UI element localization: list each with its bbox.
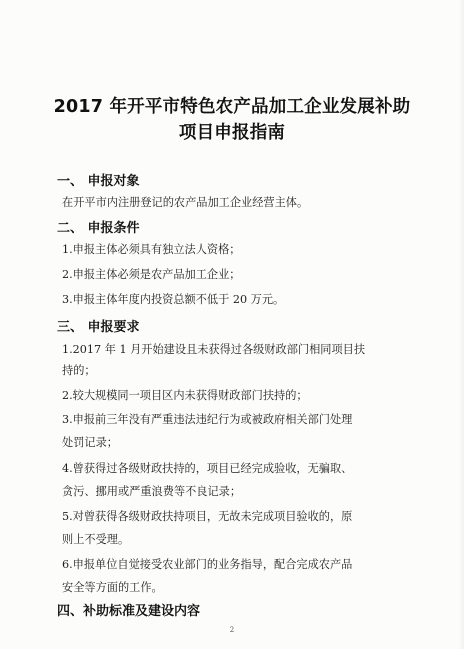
section-heading-applicants: 一、 申报对象 <box>57 174 140 189</box>
paragraph: 5.对曾获得各级财政扶持项目，无故未完成项目验收的，原 <box>62 510 353 523</box>
paragraph-continuation: 持的； <box>62 364 96 377</box>
paragraph-continuation: 安全等方面的工作。 <box>62 581 163 594</box>
page-edge-shadow <box>458 0 464 649</box>
paragraph: 在开平市内注册登记的农产品加工企业经营主体。 <box>62 196 309 209</box>
paragraph-continuation: 则上不受理。 <box>62 533 130 546</box>
paragraph: 3.申报前三年没有严重违法违纪行为或被政府相关部门处理 <box>62 413 353 426</box>
paragraph: 1.申报主体必须具有独立法人资格； <box>62 243 241 256</box>
paragraph: 2.申报主体必须是农产品加工企业； <box>62 268 241 281</box>
paragraph: 2.较大规模同一项目区内未获得财政部门扶持的； <box>62 389 308 402</box>
paragraph: 4.曾获得过各级财政扶持的，项目已经完成验收，无骗取、 <box>62 462 353 475</box>
document-title-line-2: 项目申报指南 <box>178 123 286 143</box>
section-heading-subsidy-standards: 四、补助标准及建设内容 <box>57 604 201 619</box>
section-heading-requirements: 三、 申报要求 <box>57 320 140 335</box>
paragraph: 1.2017 年 1 月开始建设且未获得过各级财政部门相同项目扶 <box>62 343 366 356</box>
paragraph: 6.申报单位自觉接受农业部门的业务指导，配合完成农产品 <box>62 558 353 571</box>
page-number: 2 <box>229 626 235 634</box>
document-title-line-1: 2017 年开平市特色农产品加工企业发展补助 <box>53 97 411 117</box>
paragraph: 3.申报主体年度内投资总额不低于 20 万元。 <box>62 293 285 306</box>
paragraph-continuation: 贪污、挪用或严重浪费等不良记录； <box>62 485 242 498</box>
paragraph-continuation: 处罚记录； <box>62 436 118 449</box>
section-heading-conditions: 二、 申报条件 <box>57 221 140 236</box>
